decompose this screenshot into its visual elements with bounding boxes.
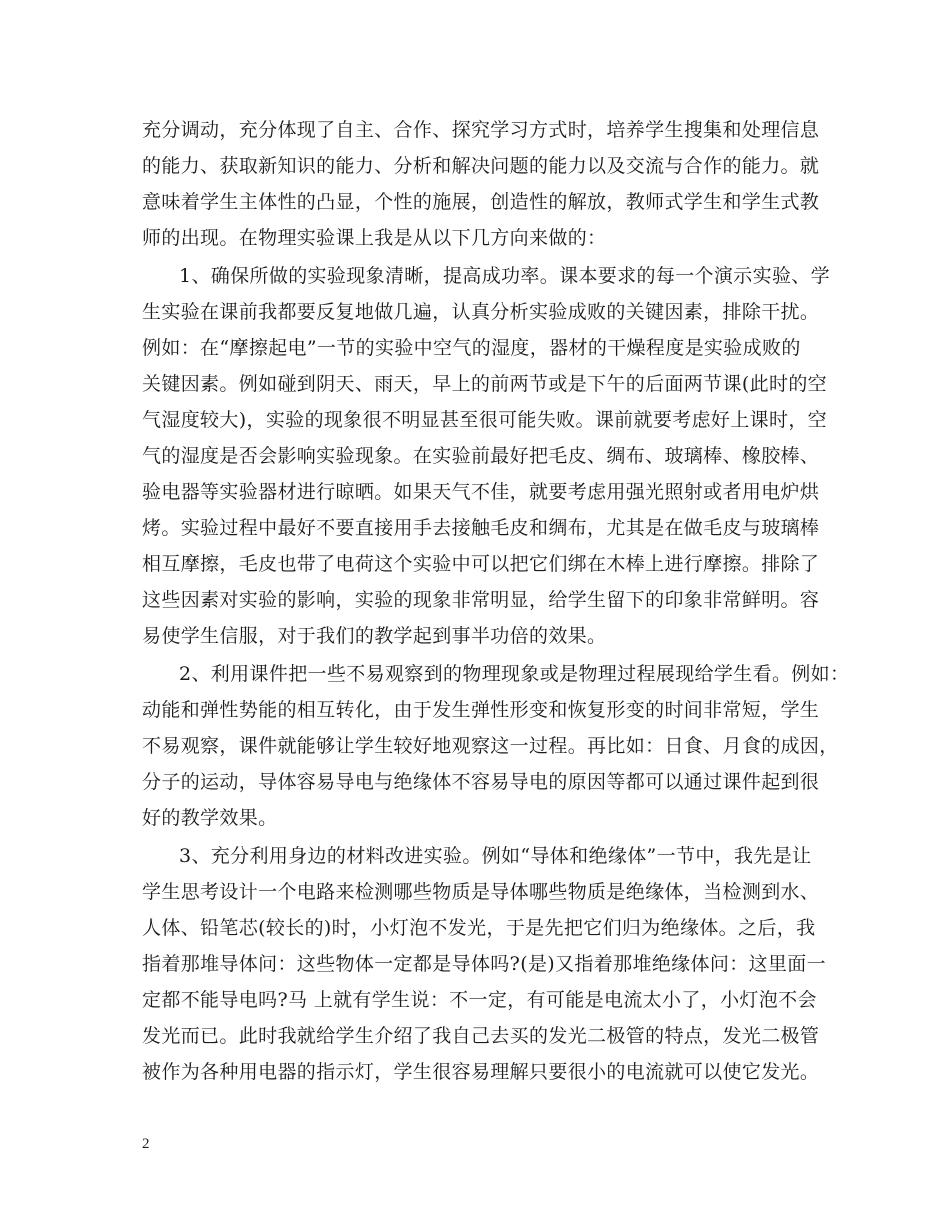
text-line: 不易观察，课件就能够让学生较好地观察这一过程。再比如：日食、月食的成因， (142, 735, 839, 757)
text-line: 定都不能导电吗?马 上就有学生说：不一定，有可能是电流太小了，小灯泡不会 (142, 989, 817, 1011)
text-line: 发光而已。此时我就给学生介绍了我自己去买的发光二极管的特点，发光二极管 (142, 1025, 820, 1047)
paragraph-2-start: 2、利用课件把一些不易观察到的物理现象或是物理过程展现给学生看。例如： (179, 663, 850, 685)
text-line: 易使学生信服，对于我们的教学起到事半功倍的效果。 (142, 625, 607, 647)
text-line: 人体、铅笔芯(较长的)时，小灯泡不发光，于是先把它们归为绝缘体。之后，我 (142, 917, 816, 939)
text-line: 动能和弹性势能的相互转化，由于发生弹性形变和恢复形变的时间非常短，学生 (142, 699, 820, 721)
text-line: 验电器等实验器材进行晾晒。如果天气不佳，就要考虑用强光照射或者用电炉烘 (142, 481, 820, 503)
text-line: 例如：在“摩擦起电”一节的实验中空气的湿度，器材的干燥程度是实验成败的 (142, 337, 801, 359)
text-line: 生实验在课前我都要反复地做几遍，认真分析实验成败的关键因素，排除干扰。 (142, 301, 820, 323)
text-line: 学生思考设计一个电路来检测哪些物质是导体哪些物质是绝缘体，当检测到水、 (142, 881, 820, 903)
text-line: 气湿度较大)，实验的现象很不明显甚至很可能失败。课前就要考虑好上课时，空 (142, 409, 828, 431)
text-line: 被作为各种用电器的指示灯，学生很容易理解只要很小的电流就可以使它发光。 (142, 1061, 820, 1083)
text-line: 指着那堆导体问：这些物体一定都是导体吗?(是)又指着那堆绝缘体问：这里面一 (142, 953, 826, 975)
text-line: 好的教学效果。 (142, 807, 278, 829)
text-line: 意味着学生主体性的凸显，个性的施展，创造性的解放，教师式学生和学生式教 (142, 191, 820, 213)
text-line: 气的湿度是否会影响实验现象。在实验前最好把毛皮、绸布、玻璃棒、橡胶棒、 (142, 445, 820, 467)
paragraph-3-start: 3、充分利用身边的材料改进实验。例如“导体和绝缘体”一节中，我先是让 (179, 845, 812, 867)
text-line: 关键因素。例如碰到阴天、雨天，早上的前两节或是下午的后面两节课(此时的空 (142, 373, 828, 395)
paragraph-1-start: 1、确保所做的实验现象清晰，提高成功率。课本要求的每一个演示实验、学 (179, 265, 830, 287)
text-line: 充分调动，充分体现了自主、合作、探究学习方式时，培养学生搜集和处理信息 (142, 119, 820, 141)
text-line: 师的出现。在物理实验课上我是从以下几方向来做的： (142, 227, 607, 249)
text-line: 这些因素对实验的影响，实验的现象非常明显，给学生留下的印象非常鲜明。容 (142, 589, 820, 611)
page-number: 2 (142, 1136, 150, 1152)
text-line: 相互摩擦，毛皮也带了电荷这个实验中可以把它们绑在木棒上进行摩擦。排除了 (142, 553, 820, 575)
text-line: 分子的运动，导体容易导电与绝缘体不容易导电的原因等都可以通过课件起到很 (142, 771, 820, 793)
text-line: 的能力、获取新知识的能力、分析和解决问题的能力以及交流与合作的能力。就 (142, 155, 820, 177)
text-line: 烤。实验过程中最好不要直接用手去接触毛皮和绸布，尤其是在做毛皮与玻璃棒 (142, 517, 820, 539)
